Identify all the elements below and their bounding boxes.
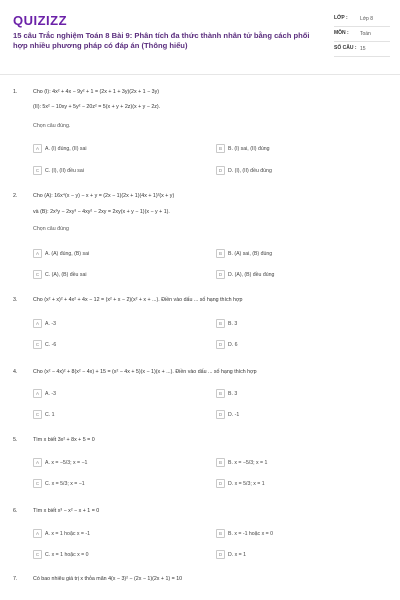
option-text: B. x = -1 hoặc x = 0 (228, 530, 273, 537)
option-text: C. -6 (45, 341, 57, 348)
option-text: D. (I), (II) đều đúng (228, 167, 272, 174)
option-text: D. -1 (228, 411, 240, 418)
option-letter-box: C (33, 270, 42, 279)
option-text: B. 3 (228, 320, 238, 327)
option-a[interactable] (33, 528, 193, 539)
option-b[interactable] (216, 143, 376, 154)
question-text: Có bao nhiêu giá trị x thỏa mãn 4(x − 3)² − (2x − 1)(2x + 1) = 10 (33, 576, 183, 582)
question-text: và (B): 2x³y − 2xy³ − 4xy² − 2xy = 2xy(x + y − 1)(x − y + 1). (33, 209, 170, 215)
option-b[interactable] (216, 457, 376, 468)
option-text: D. x = 1 (228, 551, 247, 558)
meta-subject-label: MÔN : (334, 30, 349, 36)
question-instruction: Chọn câu đúng. (33, 123, 71, 129)
option-letter-box: A (33, 319, 42, 328)
option-d[interactable] (216, 269, 376, 280)
option-text: B. 3 (228, 390, 238, 397)
option-b[interactable] (216, 388, 376, 399)
option-text: B. x = −5/3; x = 1 (228, 459, 268, 466)
option-text: C. x = 5/3; x = −1 (45, 480, 85, 487)
option-text: A. (A) đúng, (B) sai (45, 250, 90, 257)
option-text: C. 1 (45, 411, 55, 418)
question-number: 7. (13, 576, 18, 582)
option-text: A. x = 1 hoặc x = -1 (45, 530, 90, 537)
question-text: Cho (I): 4x² + 4x − 9y² + 1 = (2x + 1 + 3y)(2x + 1 − 3y) (33, 89, 160, 95)
question-instruction: Chọn câu đúng (33, 226, 69, 232)
option-letter-box: C (33, 479, 42, 488)
option-text: A. (I) đúng, (II) sai (45, 145, 87, 152)
question-number: 4. (13, 369, 18, 375)
option-letter-box: D (216, 410, 225, 419)
option-letter-box: C (33, 550, 42, 559)
option-text: A. x = −5/3; x = −1 (45, 459, 88, 466)
option-letter-box: A (33, 144, 42, 153)
meta-panel (334, 12, 390, 57)
option-b[interactable] (216, 248, 376, 259)
option-c[interactable] (33, 269, 193, 280)
option-d[interactable] (216, 165, 376, 176)
option-letter-box: D (216, 270, 225, 279)
option-a[interactable] (33, 388, 193, 399)
option-letter-box: A (33, 529, 42, 538)
option-text: D. (A), (B) đều đúng (228, 271, 275, 278)
option-text: B. (I) sai, (II) đúng (228, 145, 270, 152)
question-text: Cho (x² − 4x)² + 8(x² − 4x) + 15 = (x² − 4x + 5)(x − 1)(x + ...). Điền vào dấu ... số hạng thích hợp (33, 369, 257, 375)
option-letter-box: B (216, 144, 225, 153)
option-a[interactable] (33, 318, 193, 329)
option-a[interactable] (33, 143, 193, 154)
document-title: 15 câu Trắc nghiệm Toán 8 Bài 9: Phân tích đa thức thành nhân tử bằng cách phối hợp nhiều phương pháp có đáp án (Thông hiểu) (13, 31, 310, 50)
option-d[interactable] (216, 409, 376, 420)
option-letter-box: D (216, 166, 225, 175)
option-letter-box: C (33, 340, 42, 349)
option-letter-box: B (216, 529, 225, 538)
question-number: 6. (13, 508, 18, 514)
option-c[interactable] (33, 549, 193, 560)
meta-class-label: LỚP : (334, 15, 348, 21)
meta-count-label: SỐ CÂU : (334, 45, 357, 51)
option-c[interactable] (33, 478, 193, 489)
option-letter-box: A (33, 249, 42, 258)
option-d[interactable] (216, 549, 376, 560)
question-number: 1. (13, 89, 18, 95)
meta-count-row (334, 42, 390, 57)
question-text: Cho (x² + x)² + 4x² + 4x − 12 = (x² + x − 2)(x² + x + ...). Điền vào dấu ... số hạng thích hợp (33, 297, 243, 303)
option-text: A. -3 (45, 320, 56, 327)
option-letter-box: B (216, 458, 225, 467)
option-b[interactable] (216, 528, 376, 539)
question-text: Tìm x biết 3x² + 8x + 5 = 0 (33, 437, 95, 443)
quizizz-logo: QUIZIZZ (13, 13, 68, 28)
option-letter-box: B (216, 319, 225, 328)
option-letter-box: D (216, 479, 225, 488)
question-text: (II): 5x² − 10xy + 5y² − 20z² = 5(x + y + 2z)(x + y − 2z). (33, 104, 161, 110)
option-c[interactable] (33, 409, 193, 420)
meta-class-row (334, 12, 390, 27)
meta-class-value: Lớp 8 (360, 16, 374, 22)
option-text: D. 6 (228, 341, 238, 348)
header-divider (0, 74, 400, 75)
option-letter-box: C (33, 410, 42, 419)
option-letter-box: B (216, 249, 225, 258)
option-a[interactable] (33, 248, 193, 259)
option-c[interactable] (33, 165, 193, 176)
option-text: D. x = 5/3; x = 1 (228, 480, 265, 487)
question-number: 5. (13, 437, 18, 443)
option-letter-box: B (216, 389, 225, 398)
option-letter-box: D (216, 340, 225, 349)
meta-subject-value: Toán (360, 31, 371, 37)
option-d[interactable] (216, 478, 376, 489)
question-text: Tìm x biết x³ − x² − x + 1 = 0 (33, 508, 100, 514)
option-text: C. (I), (II) đều sai (45, 167, 84, 174)
option-text: C. x = 1 hoặc x = 0 (45, 551, 89, 558)
question-number: 2. (13, 193, 18, 199)
option-d[interactable] (216, 339, 376, 350)
option-a[interactable] (33, 457, 193, 468)
option-b[interactable] (216, 318, 376, 329)
option-letter-box: A (33, 458, 42, 467)
question-text: Cho (A): 16x⁴(x − y) − x + y = (2x − 1)(2x + 1)(4x + 1)²(x + y) (33, 193, 175, 199)
option-letter-box: D (216, 550, 225, 559)
option-text: A. -3 (45, 390, 56, 397)
option-letter-box: A (33, 389, 42, 398)
option-c[interactable] (33, 339, 193, 350)
question-number: 3. (13, 297, 18, 303)
meta-subject-row (334, 27, 390, 42)
option-text: C. (A), (B) đều sai (45, 271, 87, 278)
option-text: B. (A) sai, (B) đúng (228, 250, 273, 257)
meta-count-value: 15 (360, 46, 366, 52)
option-letter-box: C (33, 166, 42, 175)
